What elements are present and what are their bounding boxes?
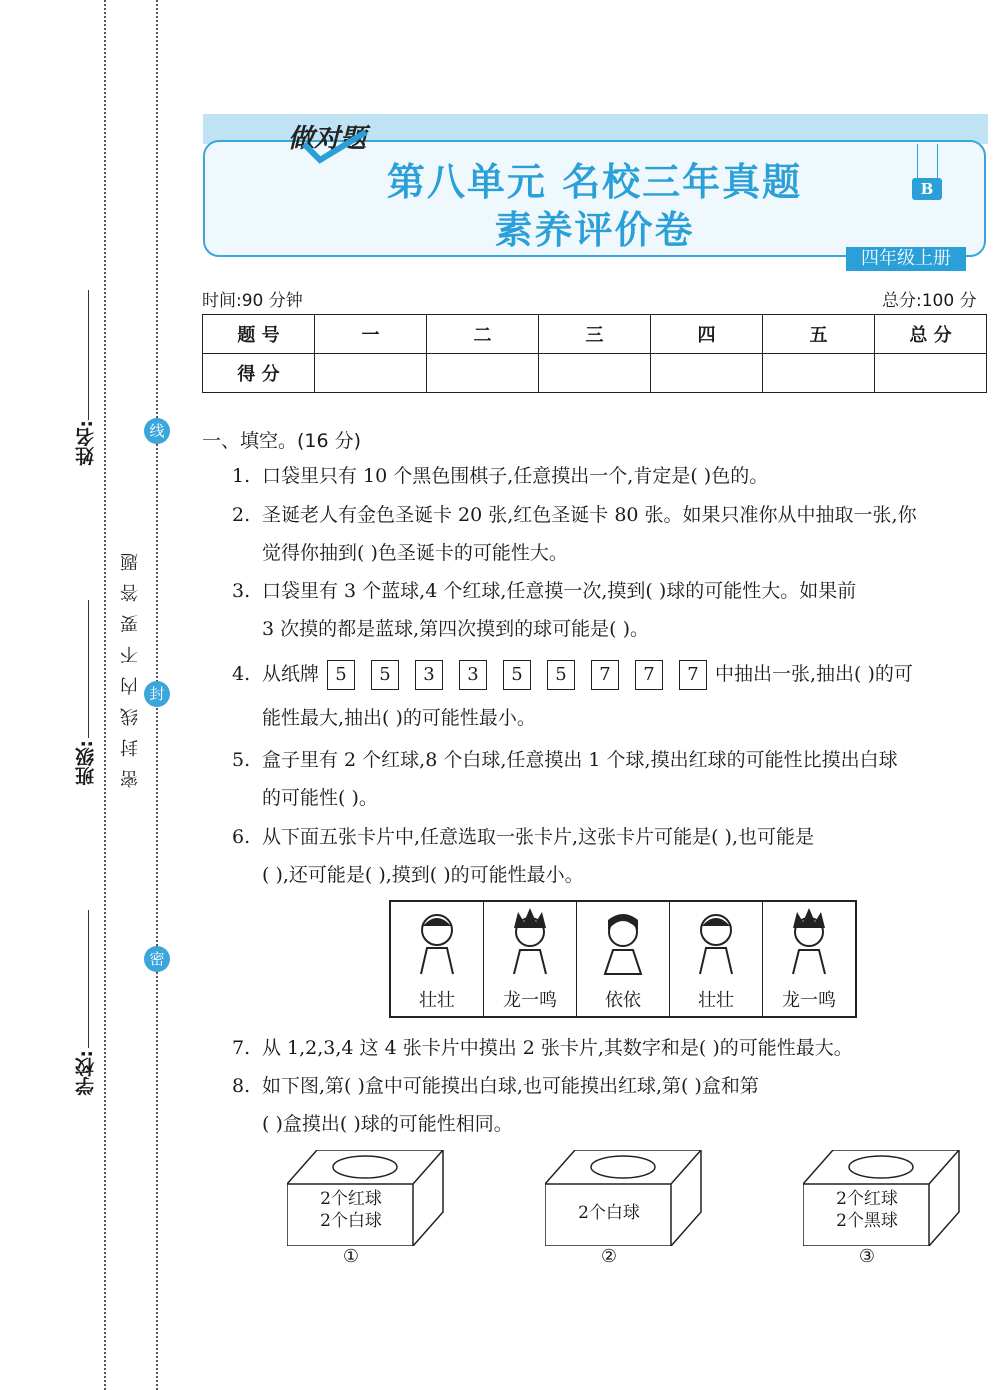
- school-field[interactable]: [88, 910, 89, 1048]
- playing-card: 3: [415, 660, 443, 690]
- playing-card: 5: [371, 660, 399, 690]
- score-input-cell[interactable]: [651, 354, 763, 393]
- score-input-cell[interactable]: [539, 354, 651, 393]
- school-label: 学校:: [75, 1050, 97, 1096]
- table-row: [203, 354, 987, 393]
- character-card: [577, 902, 670, 1016]
- title-line-1: 第八单元 名校三年真题: [386, 160, 803, 204]
- class-label: 班级:: [75, 740, 97, 786]
- grade-tag: 四年级上册: [846, 247, 966, 271]
- boy-icon: [413, 908, 463, 976]
- question-1: 1. 口袋里只有 10 个黑色围棋子,任意摸出一个,肯定是( )色的。: [232, 465, 769, 487]
- class-field[interactable]: [88, 600, 89, 738]
- character-cards: [389, 900, 857, 1018]
- box-content: 2个红球: [320, 1189, 382, 1209]
- girl-icon: [599, 908, 649, 976]
- box-content: 2个白球: [320, 1211, 382, 1231]
- seal-circle-seal: 封: [144, 681, 170, 707]
- exam-total: 总分:100 分: [882, 291, 977, 311]
- table-cell: 一: [315, 315, 427, 354]
- question-2: 2. 圣诞老人有金色圣诞卡 20 张,红色圣诞卡 80 张。如果只准你从中抽取一张,你 觉得你抽到( )色圣诞卡的可能性大。: [232, 504, 917, 564]
- brand-logo: 做对题: [288, 124, 367, 154]
- badge-string: [917, 144, 918, 180]
- playing-card: 5: [327, 660, 355, 690]
- playing-card: 7: [679, 660, 707, 690]
- box-number: ①: [342, 1246, 360, 1267]
- playing-card: 5: [547, 660, 575, 690]
- table-cell: 四: [651, 315, 763, 354]
- table-cell: 二: [427, 315, 539, 354]
- box-number: ③: [858, 1246, 876, 1267]
- name-label: 姓名:: [75, 420, 97, 466]
- score-input-cell[interactable]: [875, 354, 987, 393]
- card-name: 依依: [605, 990, 641, 1011]
- table-cell: 题 号: [203, 315, 315, 354]
- character-card: [763, 902, 855, 1016]
- table-cell: 得 分: [203, 354, 315, 393]
- table-row: [203, 315, 987, 354]
- playing-card: 3: [459, 660, 487, 690]
- section-title: 一、填空。(16 分): [202, 430, 362, 452]
- name-field[interactable]: [88, 290, 89, 420]
- exam-time: 时间:90 分钟: [202, 291, 303, 311]
- playing-card: 7: [635, 660, 663, 690]
- question-7: 7. 从 1,2,3,4 这 4 张卡片中摸出 2 张卡片,其数字和是( )的可能性最大。: [232, 1037, 853, 1059]
- ball-box-2: [545, 1150, 705, 1270]
- table-cell: 三: [539, 315, 651, 354]
- table-cell: 总 分: [875, 315, 987, 354]
- box-content: 2个白球: [578, 1203, 640, 1223]
- character-card: [391, 902, 484, 1016]
- character-card: [670, 902, 763, 1016]
- question-3: 3. 口袋里有 3 个蓝球,4 个红球,任意摸一次,摸到( )球的可能性大。如果前 3 次摸的都是蓝球,第四次摸到的球可能是( )。: [232, 580, 857, 640]
- seal-notice: 密封线内不要答题: [120, 540, 141, 788]
- question-4: 4. 从纸牌 5 5 3 3 5 5 7 7 7 中抽出一张,抽出( )的可 能性最大,抽出( )的可能性最小。: [232, 652, 992, 740]
- box-content: 2个红球: [836, 1189, 898, 1209]
- page-title: [203, 158, 986, 254]
- version-badge: B: [912, 178, 942, 200]
- box-content: 2个黑球: [836, 1211, 898, 1231]
- playing-card: 7: [591, 660, 619, 690]
- score-input-cell[interactable]: [763, 354, 875, 393]
- score-input-cell[interactable]: [427, 354, 539, 393]
- ball-box-1: [287, 1150, 447, 1270]
- badge-string: [937, 144, 938, 180]
- card-name: 壮壮: [419, 990, 455, 1011]
- seal-circle-secret: 密: [144, 946, 170, 972]
- card-name: 壮壮: [698, 990, 734, 1011]
- card-name: 龙一鸣: [782, 990, 836, 1011]
- title-line-2: 素养评价卷: [494, 208, 695, 252]
- table-cell: 五: [763, 315, 875, 354]
- score-table: [202, 314, 987, 393]
- character-card: [484, 902, 577, 1016]
- spiky-boy-icon: [506, 908, 556, 976]
- dotted-cut-line: [104, 0, 106, 1390]
- question-8: 8. 如下图,第( )盒中可能摸出白球,也可能摸出红球,第( )盒和第 ( )盒摸出( )球的可能性相同。: [232, 1075, 759, 1135]
- playing-card: 5: [503, 660, 531, 690]
- box-number: ②: [600, 1246, 618, 1267]
- box-icon: [545, 1150, 705, 1246]
- question-5: 5. 盒子里有 2 个红球,8 个白球,任意摸出 1 个球,摸出红球的可能性比摸出白球 的可能性( )。: [232, 749, 898, 809]
- question-6: 6. 从下面五张卡片中,任意选取一张卡片,这张卡片可能是( ),也可能是 ( ),还可能是( ),摸到( )的可能性最小。: [232, 826, 814, 886]
- ball-box-3: [803, 1150, 963, 1270]
- card-name: 龙一鸣: [503, 990, 557, 1011]
- seal-circle-line: 线: [144, 418, 170, 444]
- spiky-boy-icon: [785, 908, 835, 976]
- boy-icon: [692, 908, 742, 976]
- score-input-cell[interactable]: [315, 354, 427, 393]
